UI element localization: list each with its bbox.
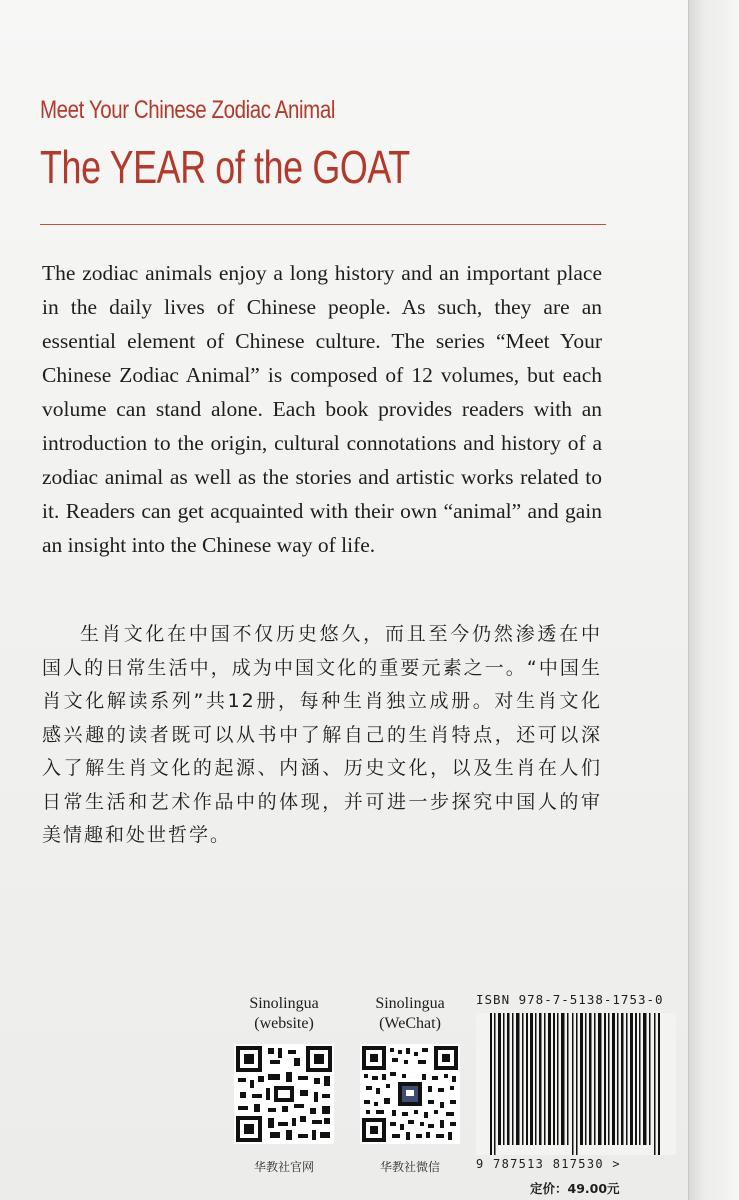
barcode-digits: 9 787513 817530 > [476,1157,621,1171]
website-qr-block [228,994,340,1175]
qr-label-line1: Sinolingua [249,995,319,1012]
book-title: The YEAR of the GOAT [40,141,410,193]
english-description: The zodiac animals enjoy a long history and an important place in the daily lives of Chinese people. As such, they are an essential element of Chinese culture. The series “Meet Your Chinese Zodiac Animal” is composed of 12 volumes, but each volume can stand alone. Each book provides readers with an introduction to the origin, cultural connotations and history of a zodiac animal as well as the stories and artistic works related to it. Readers can get acquainted with their own “animal” and gain an insight into the Chinese way of life. [42,261,602,557]
wechat-qr-block [354,994,466,1175]
qr-label-line2: (WeChat) [379,1015,441,1032]
book-spine-edge [688,0,739,1200]
qr-caption: 华教社微信 [379,1160,440,1174]
isbn-number: ISBN 978-7-5138-1753-0 [476,992,664,1007]
barcode-icon [476,1013,676,1155]
isbn-barcode-block [476,992,688,1197]
website-qr-code[interactable] [234,1044,334,1144]
title-divider [40,224,606,225]
qr-pattern-icon [236,1046,332,1142]
qr-label-line2: (website) [254,1015,314,1032]
qr-caption: 华教社官网 [253,1160,314,1174]
price-label: 定价：49.00元 [530,1181,620,1196]
series-title: Meet Your Chinese Zodiac Animal [40,96,335,124]
wechat-qr-code[interactable] [360,1044,460,1144]
qr-pattern-icon [362,1046,458,1142]
chinese-description: 生肖文化在中国不仅历史悠久，而且至今仍然渗透在中国人的日常生活中，成为中国文化的重要元素之一。“中国生肖文化解读系列”共12册，每种生肖独立成册。对生肖文化感兴趣的读者既可以从书中了解自己的生肖特点，还可以深入了解生肖文化的起源、内涵、历史文化，以及生肖在人们日常生活和艺术作品中的体现，并可进一步探究中国人的审美情趣和处世哲学。 [42,623,602,846]
qr-label-line1: Sinolingua [375,995,445,1012]
